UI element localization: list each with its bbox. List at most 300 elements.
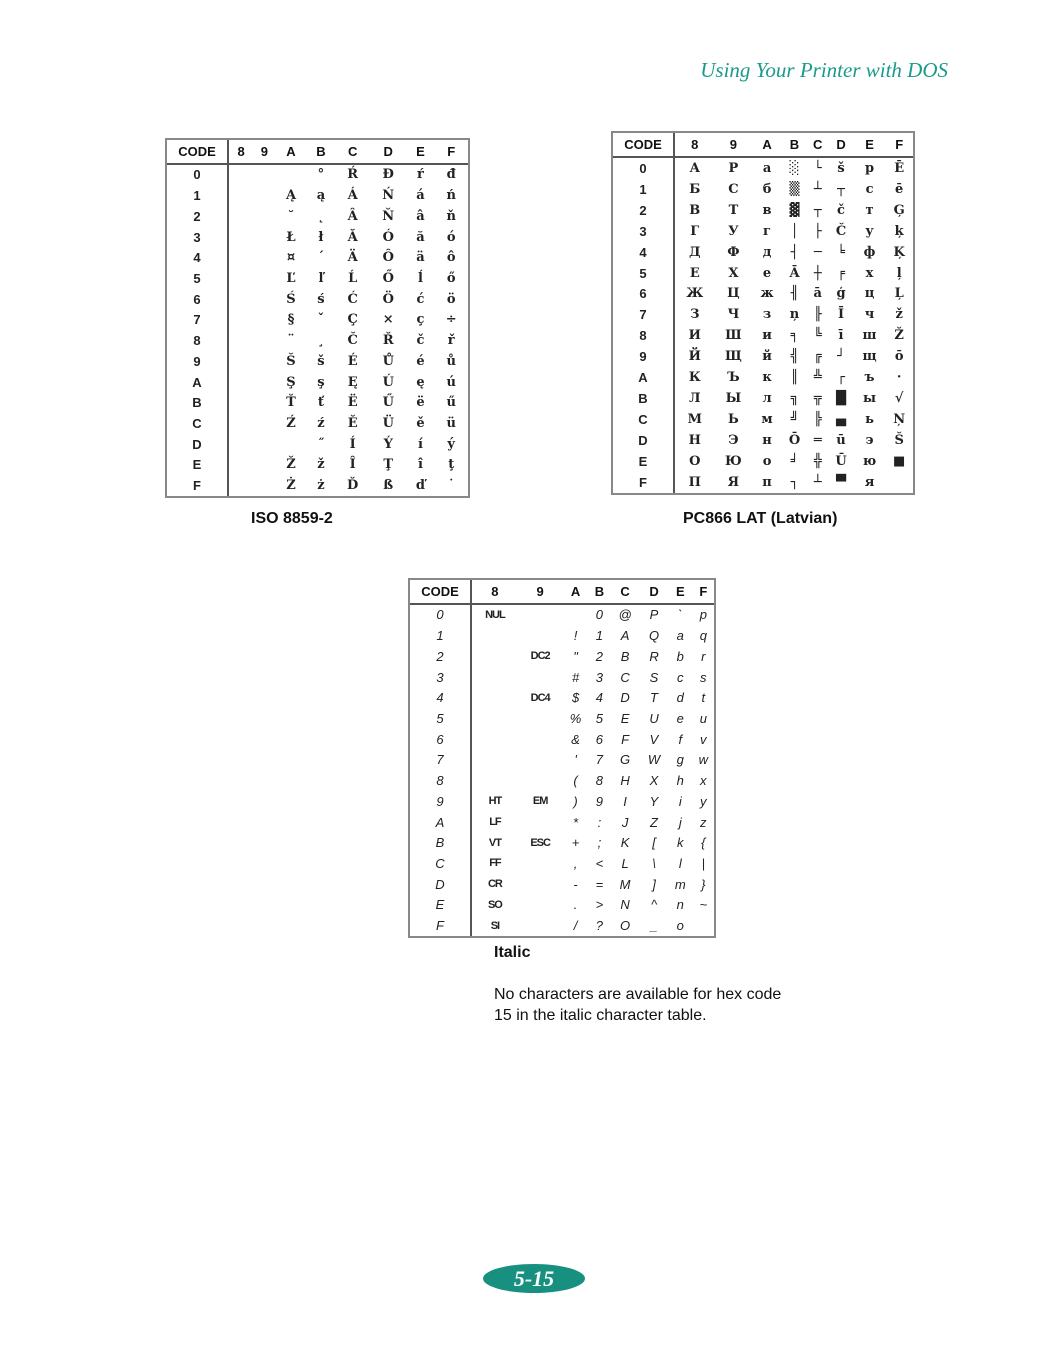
row-code: 5 — [613, 263, 674, 284]
table-row — [613, 451, 913, 472]
char-cell: A — [620, 628, 630, 644]
char-cell: └ — [813, 160, 822, 176]
char-cell: M — [619, 876, 631, 892]
char-cell — [885, 472, 913, 493]
char-cell: ý — [447, 436, 455, 452]
char-cell: ╘ — [837, 244, 845, 260]
char-cell: CR — [487, 878, 502, 891]
row-code: E — [613, 451, 674, 472]
char-cell: 7 — [595, 752, 603, 768]
char-cell: ╬ — [813, 453, 822, 469]
row-code: F — [167, 475, 228, 496]
char-cell: 3 — [595, 669, 603, 685]
char-cell: u — [699, 710, 707, 726]
column-header: B — [782, 133, 807, 157]
char-cell: Ц — [727, 286, 740, 302]
row-code: 0 — [167, 164, 228, 186]
char-cell — [253, 247, 275, 268]
char-cell: ├ — [813, 223, 822, 239]
row-code: 8 — [410, 770, 471, 791]
character-table — [167, 140, 468, 496]
char-cell: ž — [895, 307, 903, 323]
char-cell: š — [837, 160, 845, 176]
char-cell: > — [595, 897, 604, 913]
char-cell — [562, 604, 588, 626]
char-cell: ` — [678, 607, 683, 623]
char-cell: █ — [836, 391, 846, 407]
char-cell: s — [700, 669, 707, 685]
char-cell: ╝ — [790, 412, 799, 428]
char-cell — [471, 750, 518, 771]
char-cell: ы — [863, 391, 877, 407]
char-cell: З — [690, 307, 700, 323]
char-cell: Т — [728, 202, 739, 218]
table-row — [410, 604, 714, 626]
char-cell: f — [678, 731, 683, 747]
row-code: 9 — [410, 791, 471, 812]
char-cell: @ — [618, 607, 632, 623]
char-cell — [253, 206, 275, 227]
char-cell: ' — [574, 752, 577, 768]
row-code: 3 — [410, 667, 471, 688]
table-header-row — [167, 140, 468, 164]
table-row — [167, 434, 468, 455]
char-cell: S — [649, 669, 659, 685]
char-cell: Ě — [347, 415, 358, 431]
column-header-code: CODE — [410, 580, 471, 604]
char-cell: Đ — [382, 167, 394, 183]
column-header: B — [589, 580, 610, 604]
char-cell: г — [763, 223, 772, 239]
char-cell: Ó — [382, 229, 394, 245]
row-code: 0 — [410, 604, 471, 626]
char-cell: h — [676, 773, 684, 789]
char-cell: I — [623, 793, 627, 809]
char-cell: ╟ — [813, 307, 822, 323]
column-header: 8 — [228, 140, 253, 164]
char-cell: DC4 — [530, 691, 550, 704]
char-cell: + — [571, 835, 580, 851]
char-cell: Ĺ — [348, 270, 358, 286]
char-cell — [253, 310, 275, 331]
table-row — [410, 812, 714, 833]
char-cell: T — [650, 690, 658, 706]
char-cell: Ý — [383, 436, 393, 452]
char-cell: É — [347, 353, 358, 369]
char-cell: ˇ — [317, 312, 325, 328]
row-code: 4 — [613, 242, 674, 263]
row-code: 2 — [410, 646, 471, 667]
char-cell — [228, 164, 253, 186]
char-cell: J — [621, 814, 629, 830]
char-cell: ? — [595, 918, 603, 934]
char-cell: Ü — [382, 415, 394, 431]
char-cell: Í — [349, 436, 356, 452]
char-cell: V — [649, 731, 659, 747]
table-row — [167, 247, 468, 268]
char-cell: N — [620, 897, 630, 913]
char-cell: Ć — [347, 291, 358, 307]
table-row — [410, 894, 714, 915]
char-cell: ž — [317, 457, 325, 473]
char-cell — [253, 227, 275, 248]
char-cell: ģ — [836, 286, 846, 302]
char-cell: ╕ — [790, 328, 799, 344]
row-code: 4 — [167, 247, 228, 268]
table-row — [410, 687, 714, 708]
char-cell: SO — [487, 898, 502, 911]
char-cell: F — [621, 731, 630, 747]
char-cell: ю — [862, 453, 877, 469]
char-cell: У — [728, 223, 739, 239]
char-cell: SI — [490, 919, 500, 932]
char-cell: Ă — [347, 229, 358, 245]
char-cell: Á — [347, 188, 358, 204]
char-cell: î — [417, 457, 423, 473]
row-code: 3 — [167, 227, 228, 248]
char-cell: ╦ — [813, 391, 822, 407]
iso-8859-2-caption: ISO 8859-2 — [251, 510, 333, 527]
char-cell: [ — [652, 835, 656, 851]
char-cell: ╢ — [790, 286, 799, 302]
char-cell: ç — [416, 312, 425, 328]
char-cell: - — [573, 876, 578, 892]
char-cell: Č — [347, 333, 358, 349]
table-row — [167, 454, 468, 475]
char-cell: ─ — [813, 244, 822, 260]
column-header: A — [276, 140, 307, 164]
char-cell: Ш — [725, 328, 742, 344]
char-cell: ь — [865, 412, 874, 428]
char-cell: Ú — [382, 374, 394, 390]
column-header-code: CODE — [167, 140, 228, 164]
char-cell: LF — [489, 816, 501, 828]
table-row — [167, 372, 468, 393]
char-cell: é — [416, 353, 425, 369]
char-cell — [471, 708, 518, 729]
char-cell — [471, 646, 518, 667]
char-cell: W — [647, 752, 661, 768]
char-cell: ó — [446, 229, 456, 245]
char-cell: Ô — [382, 250, 394, 266]
char-cell: b — [676, 648, 684, 664]
char-cell — [471, 687, 518, 708]
column-header: E — [407, 140, 435, 164]
column-header: D — [370, 140, 407, 164]
char-cell: Ś — [286, 291, 296, 307]
char-cell: у — [865, 223, 874, 239]
char-cell — [228, 289, 253, 310]
char-cell: ] — [652, 876, 656, 892]
char-cell: & — [571, 731, 580, 747]
char-cell: ķ — [894, 223, 904, 239]
char-cell — [228, 247, 253, 268]
char-cell: Ē — [894, 160, 905, 176]
char-cell: 5 — [595, 710, 603, 726]
table-row — [410, 832, 714, 853]
char-cell: * — [573, 814, 579, 830]
char-cell: ü — [446, 415, 456, 431]
char-cell: ˙ — [447, 478, 455, 494]
table-row — [613, 221, 913, 242]
italic-caption: Italic — [494, 944, 531, 961]
char-cell — [228, 392, 253, 413]
char-cell: ë — [416, 395, 425, 411]
char-cell: н — [762, 433, 772, 449]
char-cell: ů — [446, 353, 456, 369]
char-cell: Ń — [382, 188, 395, 204]
char-cell: ъ — [864, 370, 875, 386]
char-cell: 9 — [595, 793, 603, 809]
row-code: F — [613, 472, 674, 493]
char-cell — [693, 915, 714, 936]
char-cell — [471, 770, 518, 791]
char-cell: ¤ — [286, 250, 296, 266]
row-code: 8 — [167, 330, 228, 351]
char-cell: ź — [317, 415, 325, 431]
char-cell: п — [762, 474, 772, 490]
char-cell: Ź — [286, 415, 296, 431]
table-row — [410, 667, 714, 688]
char-cell: Ū — [835, 453, 847, 469]
char-cell: O — [620, 918, 631, 934]
row-code: C — [167, 413, 228, 434]
table-row — [613, 157, 913, 179]
char-cell: Y — [649, 793, 659, 809]
char-cell — [471, 729, 518, 750]
table-row — [613, 325, 913, 346]
row-code: 6 — [167, 289, 228, 310]
char-cell: ! — [573, 628, 578, 644]
char-cell: ┤ — [790, 244, 799, 260]
char-cell: Ķ — [893, 244, 905, 260]
table-row — [410, 874, 714, 895]
char-cell: В — [689, 202, 701, 218]
char-cell: NUL — [485, 608, 505, 621]
char-cell: Н — [688, 433, 701, 449]
char-cell: P — [649, 607, 659, 623]
char-cell: ě — [416, 415, 425, 431]
char-cell: х — [865, 265, 874, 281]
row-code: B — [167, 392, 228, 413]
char-cell: Ā — [789, 265, 800, 281]
table-row — [167, 227, 468, 248]
char-cell: w — [698, 752, 708, 768]
table-row — [613, 200, 913, 221]
char-cell: r — [701, 648, 706, 664]
char-cell — [518, 915, 563, 936]
char-cell: е — [762, 265, 772, 281]
char-cell: ß — [383, 478, 394, 494]
char-cell: í — [417, 436, 423, 452]
char-cell: ę — [416, 374, 425, 390]
char-cell: ▄ — [836, 412, 846, 428]
column-header: F — [434, 140, 468, 164]
char-cell — [253, 372, 275, 393]
char-cell: Ы — [725, 391, 742, 407]
char-cell: Е — [689, 265, 700, 281]
char-cell — [228, 434, 253, 455]
char-cell: % — [569, 710, 582, 726]
char-cell: D — [620, 690, 630, 706]
table-row — [613, 179, 913, 200]
char-cell: ż — [317, 478, 325, 494]
char-cell: ţ — [448, 457, 455, 473]
char-cell: 6 — [595, 731, 603, 747]
char-cell — [253, 454, 275, 475]
char-cell: Щ — [725, 349, 742, 365]
char-cell: ō — [894, 349, 904, 365]
row-code: D — [167, 434, 228, 455]
char-cell: j — [678, 814, 682, 830]
char-cell: Ģ — [893, 202, 905, 218]
char-cell: Ж — [686, 286, 704, 302]
char-cell: ľ — [318, 270, 324, 286]
char-cell: š — [317, 353, 325, 369]
char-cell — [253, 434, 275, 455]
char-cell — [228, 227, 253, 248]
char-cell — [253, 289, 275, 310]
column-header: C — [335, 140, 370, 164]
column-header: F — [693, 580, 714, 604]
char-cell: E — [620, 710, 630, 726]
table-row — [410, 853, 714, 874]
table-row — [410, 750, 714, 771]
char-cell: ┬ — [837, 181, 845, 197]
char-cell: ▒ — [789, 181, 800, 197]
table-row — [167, 206, 468, 227]
char-cell: ä — [416, 250, 425, 266]
char-cell — [228, 351, 253, 372]
char-cell: l — [678, 855, 682, 871]
char-cell: П — [688, 474, 701, 490]
char-cell: â — [416, 208, 425, 224]
column-header: D — [640, 580, 668, 604]
char-cell: ˘ — [287, 208, 295, 224]
char-cell: Ł — [286, 229, 296, 245]
char-cell: Ņ — [893, 412, 906, 428]
char-cell: з — [762, 307, 772, 323]
char-cell: Ű — [382, 395, 394, 411]
char-cell: Ъ — [727, 370, 740, 386]
char-cell: Ç — [347, 312, 358, 328]
char-cell — [518, 853, 563, 874]
row-code: E — [167, 454, 228, 475]
char-cell: я — [864, 474, 875, 490]
char-cell: т — [865, 202, 874, 218]
char-cell: √ — [894, 391, 904, 407]
char-cell: а — [762, 160, 772, 176]
char-cell: HT — [488, 795, 502, 808]
row-code: A — [167, 372, 228, 393]
row-code: 7 — [613, 304, 674, 325]
table-row — [613, 367, 913, 388]
char-cell: ) — [573, 793, 578, 809]
char-cell: д — [762, 244, 772, 260]
table-row — [613, 472, 913, 493]
char-cell: Б — [689, 181, 701, 197]
char-cell: ś — [317, 291, 325, 307]
char-cell: М — [687, 412, 702, 428]
char-cell — [518, 770, 563, 791]
char-cell: / — [573, 918, 578, 934]
char-cell: Â — [347, 208, 358, 224]
char-cell: ņ — [789, 307, 800, 323]
char-cell: ī — [838, 328, 844, 344]
char-cell: ő — [446, 270, 456, 286]
char-cell — [253, 185, 275, 206]
char-cell: ■ — [893, 453, 906, 469]
table-row — [167, 185, 468, 206]
char-cell: ă — [416, 229, 425, 245]
table-row — [613, 284, 913, 305]
char-cell — [228, 330, 253, 351]
char-cell: л — [762, 391, 772, 407]
char-cell: А — [689, 160, 701, 176]
column-header: 8 — [471, 580, 518, 604]
char-cell — [518, 812, 563, 833]
char-cell: d — [676, 690, 684, 706]
char-cell: ř — [447, 333, 455, 349]
iso-8859-2-table — [165, 138, 470, 498]
char-cell: ˛ — [317, 208, 325, 224]
table-row — [167, 268, 468, 289]
char-cell — [253, 268, 275, 289]
char-cell: . — [573, 897, 578, 913]
char-cell: ¨ — [287, 333, 295, 349]
row-code: 5 — [167, 268, 228, 289]
char-cell: v — [700, 731, 707, 747]
char-cell — [471, 667, 518, 688]
char-cell — [518, 729, 563, 750]
char-cell: R — [649, 648, 659, 664]
char-cell: ö — [446, 291, 456, 307]
row-code: 2 — [167, 206, 228, 227]
char-cell — [228, 185, 253, 206]
char-cell: $ — [571, 690, 580, 706]
char-cell: \ — [652, 855, 656, 871]
char-cell: ц — [864, 286, 875, 302]
char-cell: × — [382, 312, 394, 328]
char-cell — [253, 164, 275, 186]
char-cell: Ř — [382, 333, 394, 349]
char-cell: м — [761, 412, 773, 428]
char-cell: Ō — [788, 433, 801, 449]
char-cell: Э — [728, 433, 739, 449]
char-cell: ĺ — [417, 270, 423, 286]
table-row — [167, 310, 468, 331]
char-cell: ж — [760, 286, 774, 302]
column-header: A — [752, 133, 782, 157]
char-cell: ē — [895, 181, 904, 197]
char-cell: ¸ — [317, 333, 325, 349]
char-cell: О — [689, 453, 701, 469]
pc866-lat-table — [611, 131, 915, 495]
char-cell: ╩ — [813, 370, 822, 386]
char-cell: q — [699, 628, 707, 644]
char-cell: Ö — [382, 291, 394, 307]
row-code: 1 — [613, 179, 674, 200]
running-header: Using Your Printer with DOS — [700, 58, 948, 82]
char-cell — [276, 434, 307, 455]
char-cell — [228, 310, 253, 331]
table-row — [410, 770, 714, 791]
char-cell: ú — [446, 374, 456, 390]
row-code: B — [410, 832, 471, 853]
table-row — [167, 289, 468, 310]
char-cell: Ę — [347, 374, 358, 390]
row-code: 6 — [410, 729, 471, 750]
